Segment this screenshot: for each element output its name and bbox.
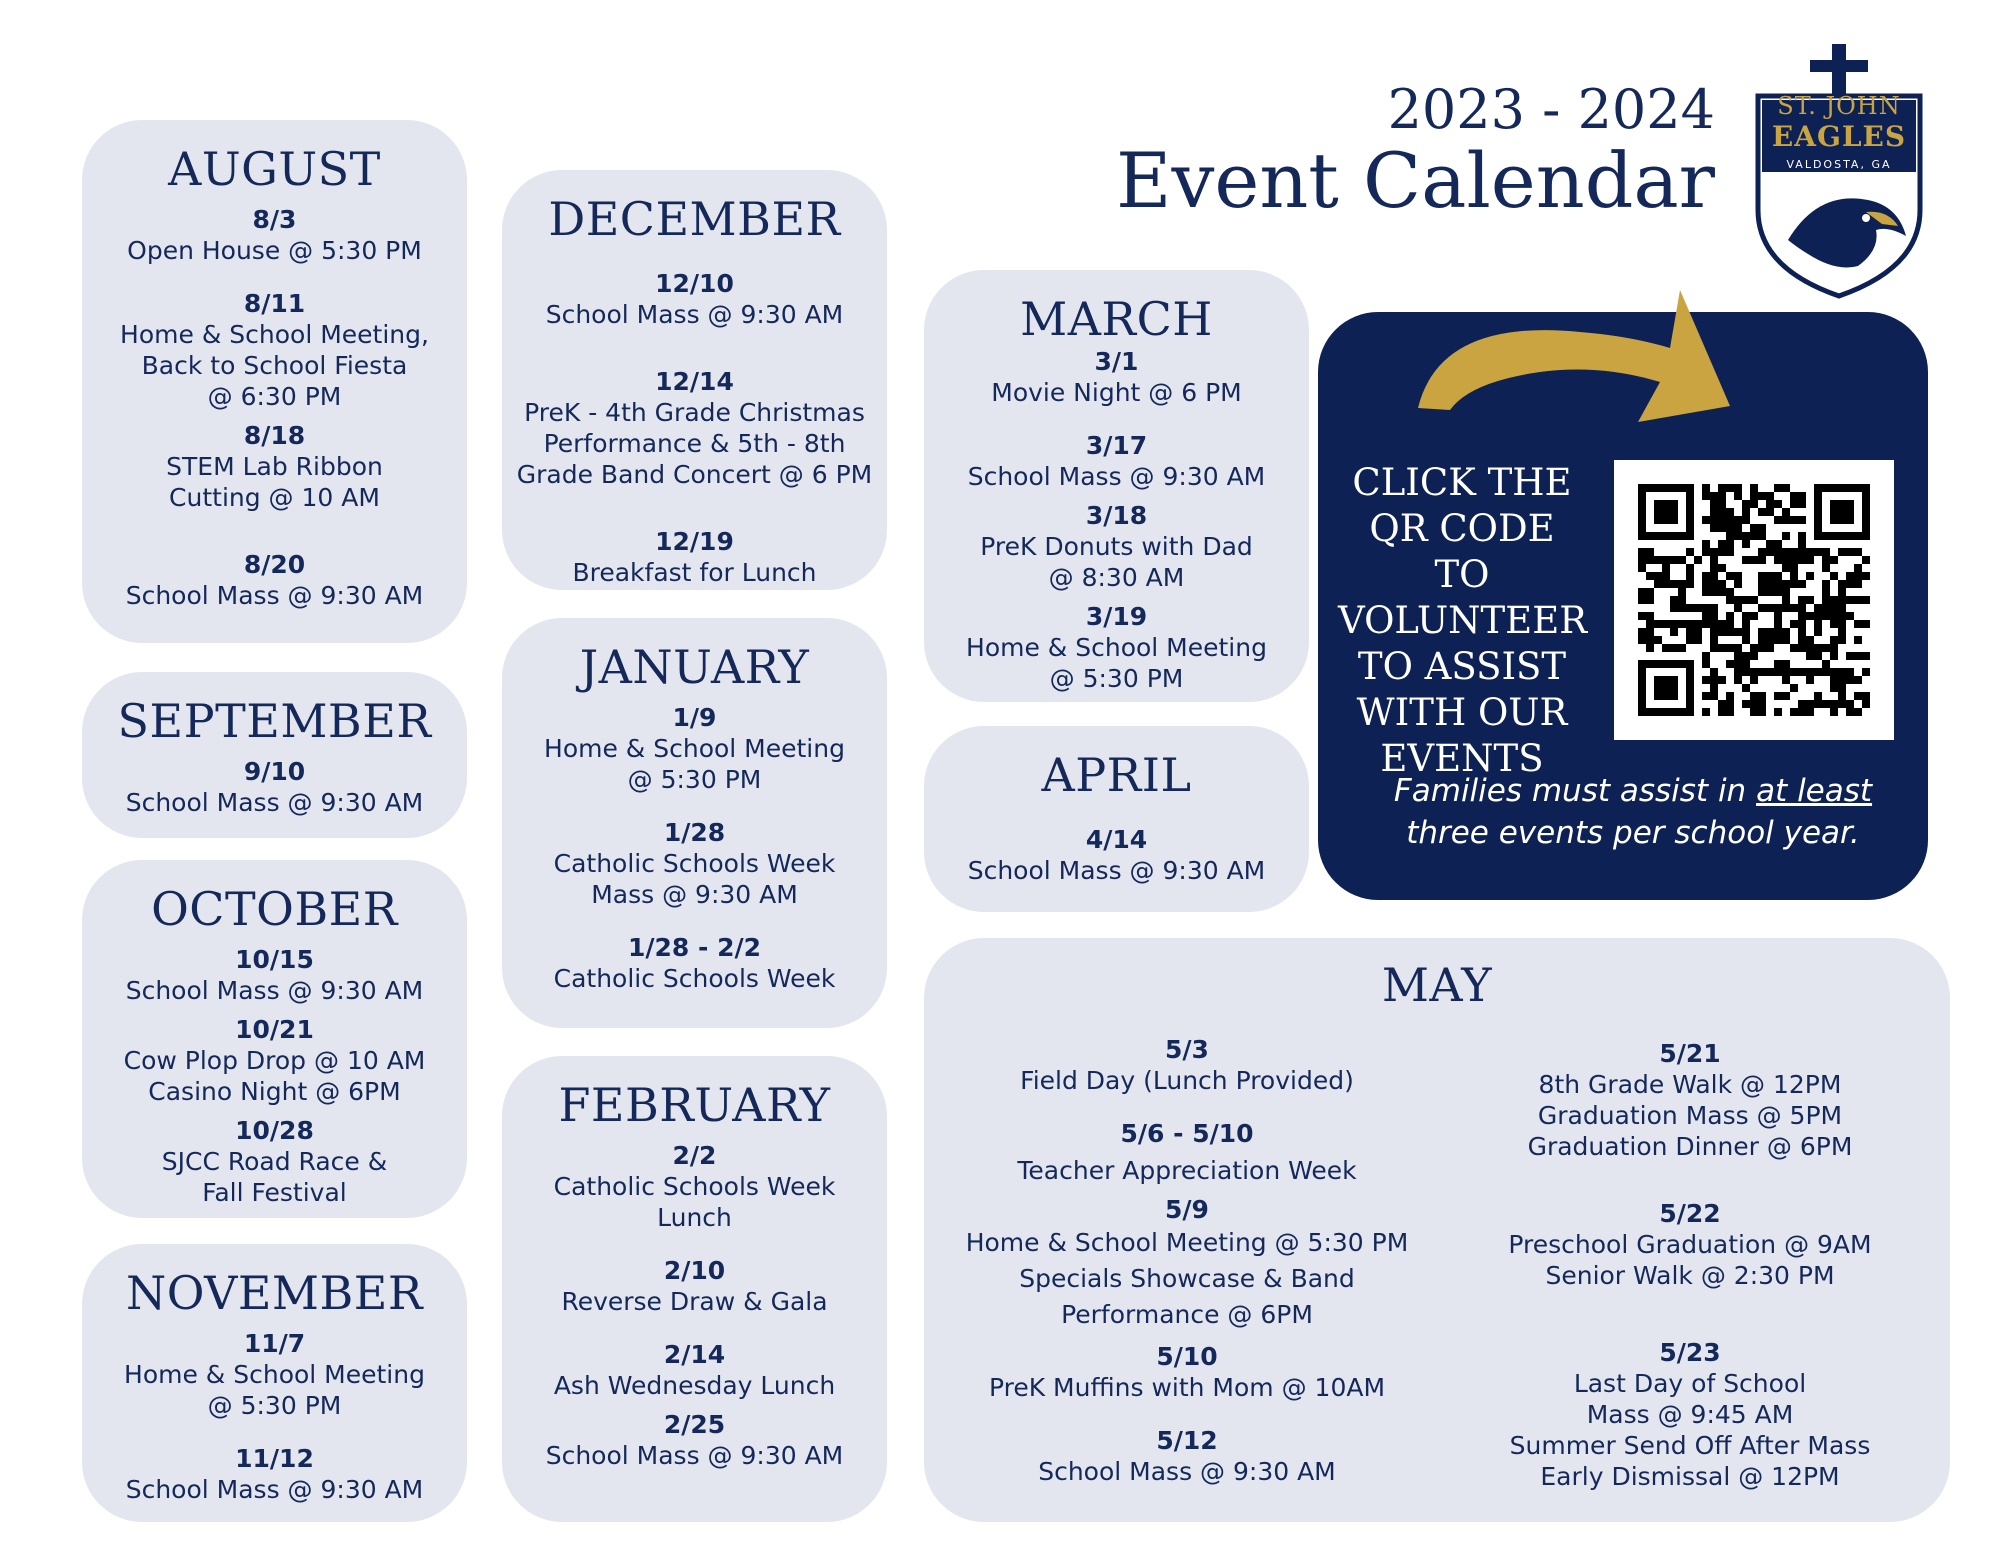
note-text-start: Families must assist in [1393, 773, 1757, 809]
event-text: Catholic Schools Week Mass @ 9:30 AM [553, 849, 836, 909]
event [924, 430, 1309, 492]
event [1450, 1337, 1930, 1492]
event [502, 268, 887, 330]
november-card [82, 1244, 467, 1522]
logo-text-main: EAGLES [1771, 120, 1907, 153]
month-title: DECEMBER [548, 192, 841, 246]
logo-text-top: ST. JOHN [1777, 92, 1901, 120]
event-date: 2/10 [663, 1256, 726, 1285]
volunteer-requirement-note [1358, 770, 1908, 854]
month-title: SEPTEMBER [117, 694, 432, 748]
october-card [82, 860, 467, 1218]
event [82, 420, 467, 513]
logo-text-location: VALDOSTA, GA [1786, 158, 1892, 171]
event-date: 1/28 - 2/2 [627, 933, 762, 962]
month-title: OCTOBER [151, 882, 398, 936]
event-date: 5/6 - 5/10 [1120, 1119, 1254, 1148]
event [924, 824, 1309, 886]
event-text: School Mass @ 9:30 AM [1038, 1457, 1336, 1486]
april-card [924, 726, 1309, 912]
event-date: 8/11 [243, 289, 306, 318]
event [924, 500, 1309, 593]
september-card [82, 672, 467, 838]
event [924, 346, 1309, 408]
event-date: 3/18 [1085, 501, 1148, 530]
month-title: NOVEMBER [125, 1266, 424, 1320]
event [944, 1034, 1430, 1096]
event [502, 817, 887, 910]
event-text: Teacher Appreciation Week [1017, 1156, 1357, 1185]
event [944, 1341, 1430, 1403]
event [82, 944, 467, 1006]
event-date: 1/9 [672, 703, 717, 732]
event [82, 756, 467, 818]
february-card [502, 1056, 887, 1522]
may-left-column [944, 1026, 1430, 1487]
event [502, 932, 887, 994]
event-date: 11/7 [243, 1329, 306, 1358]
arrow-icon [1380, 288, 1740, 428]
event [1450, 1198, 1930, 1291]
event-date: 3/1 [1094, 347, 1139, 376]
event [82, 204, 467, 266]
month-title: MARCH [1020, 292, 1213, 346]
event [944, 1118, 1430, 1186]
event [82, 1115, 467, 1208]
event-text: Movie Night @ 6 PM [991, 378, 1242, 407]
event-date: 2/14 [663, 1340, 726, 1369]
event-text: Catholic Schools Week [553, 964, 836, 993]
event-date: 12/19 [655, 527, 734, 556]
event [502, 1409, 887, 1471]
event-date: 10/28 [235, 1116, 314, 1145]
event [82, 1443, 467, 1505]
event-text: Preschool Graduation @ 9AM Senior Walk @ 2:30 PM [1508, 1230, 1872, 1290]
event-date: 10/15 [235, 945, 314, 974]
event-date: 5/22 [1659, 1199, 1721, 1228]
event-date: 2/25 [663, 1410, 726, 1439]
event-date: 3/19 [1085, 602, 1148, 631]
event-text: School Mass @ 9:30 AM [125, 976, 424, 1005]
event-date: 11/12 [235, 1444, 314, 1473]
december-card [502, 170, 887, 590]
event-text: Open House @ 5:30 PM [127, 236, 422, 265]
event-date: 5/23 [1659, 1338, 1721, 1367]
event [944, 1194, 1430, 1333]
event-text: School Mass @ 9:30 AM [967, 856, 1266, 885]
event-text: SJCC Road Race & Fall Festival [161, 1147, 388, 1207]
event-date: 2/2 [672, 1141, 717, 1170]
month-title: AUGUST [168, 142, 381, 196]
qr-code-icon [1614, 460, 1894, 740]
event-text: School Mass @ 9:30 AM [545, 300, 844, 329]
event-text: Home & School Meeting @ 5:30 PM [544, 734, 845, 794]
event-text: School Mass @ 9:30 AM [545, 1441, 844, 1470]
month-title: APRIL [1041, 748, 1192, 802]
january-card [502, 618, 887, 1028]
event-text: School Mass @ 9:30 AM [125, 581, 424, 610]
event [502, 366, 887, 490]
event-text: Reverse Draw & Gala [561, 1287, 828, 1316]
event [82, 1014, 467, 1107]
event-date: 8/3 [252, 205, 297, 234]
event [1450, 1038, 1930, 1162]
event-date: 9/10 [243, 757, 306, 786]
event-text: Catholic Schools Week Lunch [553, 1172, 836, 1232]
event [502, 1255, 887, 1317]
event-date: 8/18 [243, 421, 306, 450]
event-text: 8th Grade Walk @ 12PM Graduation Mass @ 5PM Graduation Dinner @ 6PM [1527, 1070, 1853, 1161]
event-text: Home & School Meeting @ 5:30 PM [124, 1360, 425, 1420]
event [502, 1339, 887, 1401]
event-date: 5/12 [1156, 1426, 1218, 1455]
event [502, 702, 887, 795]
event-text: Home & School Meeting, Back to School Fiesta @ 6:30 PM [120, 320, 429, 411]
march-card [924, 270, 1309, 702]
volunteer-call-to-action: CLICK THE QR CODE TO VOLUNTEER TO ASSIST WITH OUR EVENTS [1338, 461, 1588, 780]
month-title: JANUARY [579, 640, 810, 694]
event-text: PreK Muffins with Mom @ 10AM [988, 1373, 1386, 1402]
event-text: School Mass @ 9:30 AM [125, 1475, 424, 1504]
event [82, 288, 467, 412]
event-text: Field Day (Lunch Provided) [1020, 1066, 1354, 1095]
event [944, 1425, 1430, 1487]
month-title: FEBRUARY [558, 1078, 831, 1132]
event-text: Ash Wednesday Lunch [553, 1371, 836, 1400]
may-card [924, 938, 1950, 1522]
event-date: 4/14 [1085, 825, 1148, 854]
event-text: STEM Lab Ribbon Cutting @ 10 AM [166, 452, 383, 512]
event-date: 12/14 [655, 367, 734, 396]
event-text: Last Day of School Mass @ 9:45 AM Summer Send Off After Mass Early Dismissal @ 12PM [1509, 1369, 1871, 1491]
event-date: 10/21 [235, 1015, 314, 1044]
calendar-title: Event Calendar [1115, 136, 1715, 225]
may-right-column [1450, 1030, 1930, 1492]
event-date: 8/20 [243, 550, 306, 579]
event [502, 526, 887, 588]
event-date: 5/10 [1156, 1342, 1218, 1371]
note-text-end: three events per school year. [1406, 815, 1860, 851]
event-date: 3/17 [1085, 431, 1148, 460]
event-text: School Mass @ 9:30 AM [967, 462, 1266, 491]
calendar-year: 2023 - 2024 [1387, 78, 1715, 141]
volunteer-qr-code[interactable] [1614, 460, 1894, 740]
august-card [82, 120, 467, 643]
note-emphasis: at least [1756, 773, 1873, 809]
event [82, 1328, 467, 1421]
event-date: 1/28 [663, 818, 726, 847]
event-text: PreK Donuts with Dad @ 8:30 AM [980, 532, 1253, 592]
school-logo [1748, 40, 1930, 300]
event [502, 1140, 887, 1233]
event-date: 5/9 [1165, 1195, 1209, 1224]
event-date: 5/3 [1165, 1035, 1209, 1064]
event [82, 549, 467, 611]
event-text: Cow Plop Drop @ 10 AM Casino Night @ 6PM [123, 1046, 426, 1106]
event-date: 12/10 [655, 269, 734, 298]
event-date: 5/21 [1659, 1039, 1721, 1068]
event-text: Home & School Meeting @ 5:30 PM Specials Showcase & Band Performance @ 6PM [965, 1228, 1409, 1329]
event-text: Breakfast for Lunch [572, 558, 817, 587]
month-title: MAY [1381, 958, 1493, 1012]
event-text: Home & School Meeting @ 5:30 PM [966, 633, 1267, 693]
event-text: PreK - 4th Grade Christmas Performance & 5th - 8th Grade Band Concert @ 6 PM [516, 398, 873, 489]
event-text: School Mass @ 9:30 AM [125, 788, 424, 817]
event [924, 601, 1309, 694]
